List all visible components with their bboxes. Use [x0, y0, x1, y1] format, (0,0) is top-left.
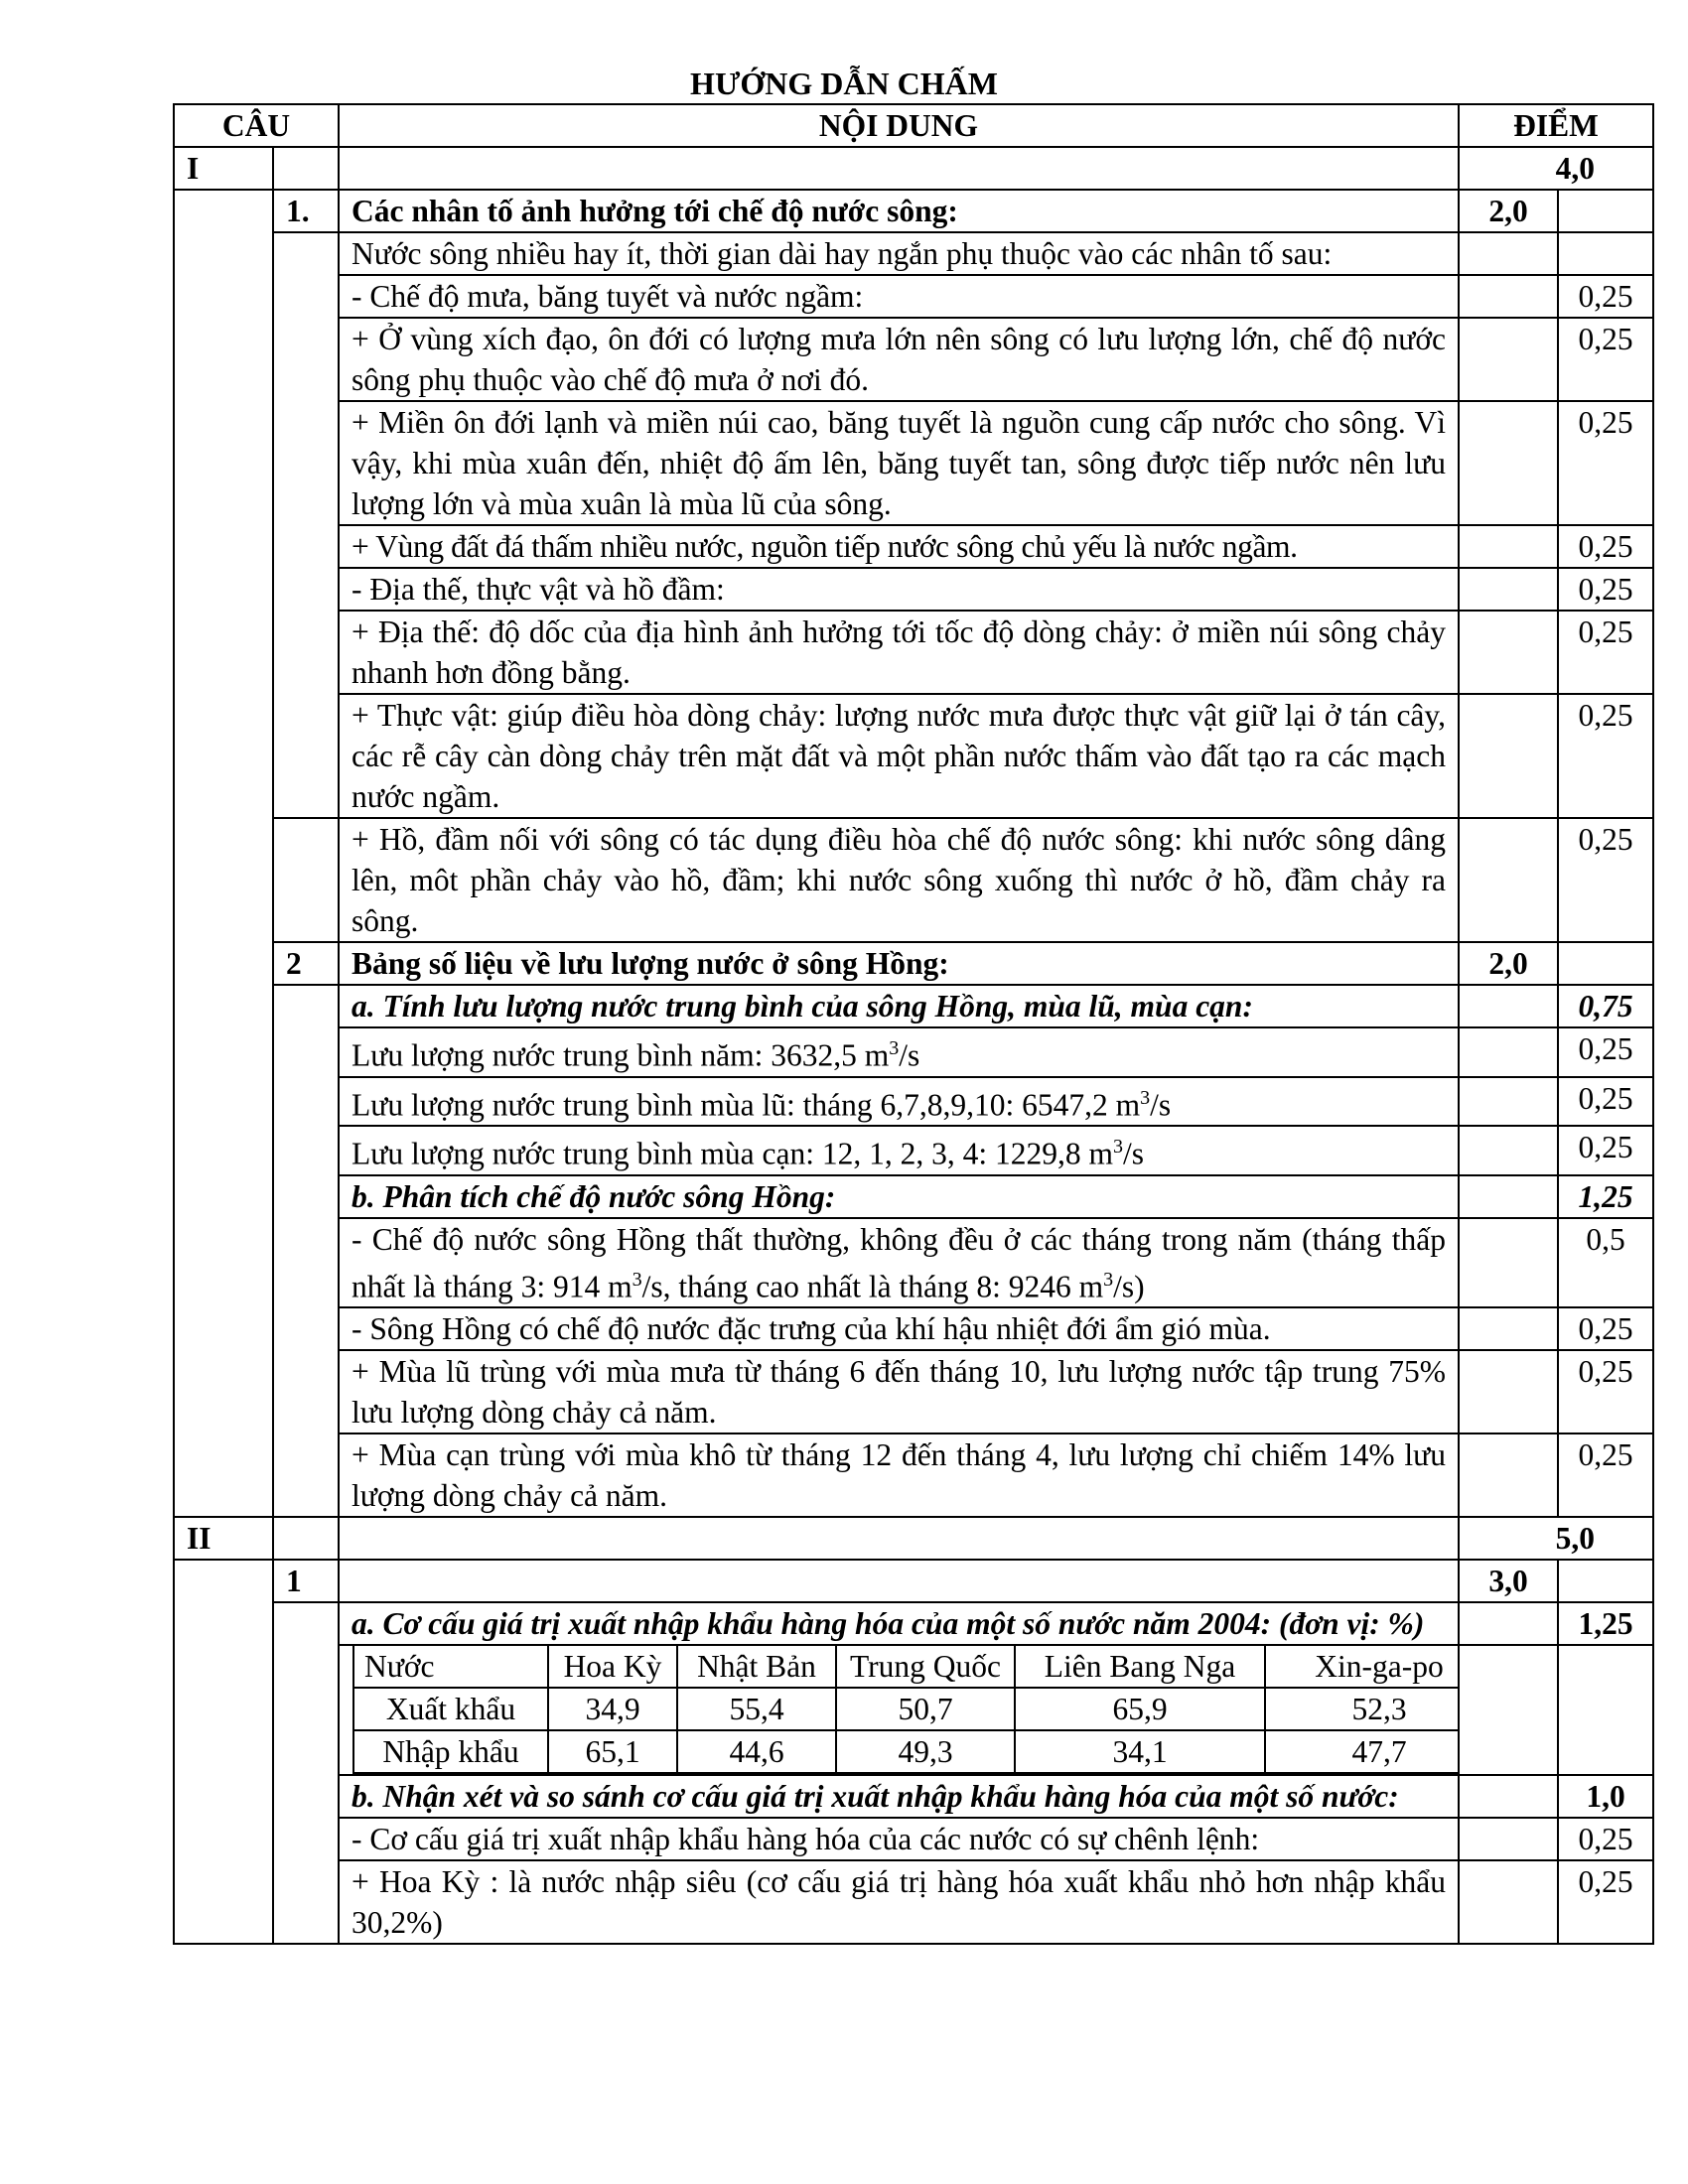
grading-table	[173, 103, 1654, 1518]
list-item	[174, 1126, 1653, 1175]
table-row	[353, 1688, 1459, 1730]
table-cell: Xuất khẩu	[353, 1688, 548, 1730]
part1-q2-score: 2,0	[1459, 942, 1558, 985]
points: 0,25	[1558, 1350, 1653, 1433]
content-text: Nước sông nhiều hay ít, thời gian dài hay ngắn phụ thuộc vào các nhân tố sau:	[339, 232, 1459, 275]
content-text: + Hồ, đầm nối với sông có tác dụng điều hòa chế độ nước sông: khi nước sông dâng lên, môt phần chảy vào hồ, đầm; khi nước sông xuống thì nước ở hồ, đầm chảy ra sông.	[339, 818, 1459, 942]
country-table-row	[174, 1645, 1653, 1775]
points: 0,25	[1558, 818, 1653, 942]
part2-q1-score: 3,0	[1459, 1560, 1558, 1602]
table-cell: 34,9	[548, 1688, 677, 1730]
table-header-cell: Hoa Kỳ	[548, 1646, 677, 1688]
content-text: - Cơ cấu giá trị xuất nhập khẩu hàng hóa của các nước có sự chênh lệnh:	[339, 1818, 1459, 1860]
part2-q1b-pts: 1,0	[1558, 1775, 1653, 1818]
content-text: + Hoa Kỳ : là nước nhập siêu (cơ cấu giá trị hàng hóa xuất khẩu nhỏ hơn nhập khẩu 30,2%)	[339, 1860, 1459, 1944]
table-cell: Nhập khẩu	[353, 1730, 548, 1773]
points: 0,5	[1558, 1218, 1653, 1308]
points: 0,25	[1558, 318, 1653, 401]
part1-q1-heading-row	[174, 190, 1653, 232]
list-item	[174, 1818, 1653, 1860]
table-cell: 49,3	[836, 1730, 1015, 1773]
part1-q1-score: 2,0	[1459, 190, 1558, 232]
part2-label: II	[174, 1517, 273, 1560]
list-item	[174, 318, 1653, 401]
content-text: - Chế độ nước sông Hồng thất thường, không đều ở các tháng trong năm (tháng thấp nhất là tháng 3: 914 $m^3/s$, tháng cao nhất là tháng 8: 9246 $m^3/s$)	[339, 1218, 1459, 1308]
list-item	[174, 232, 1653, 275]
list-item	[174, 694, 1653, 818]
points: 0,25	[1558, 611, 1653, 694]
header-diem: ĐIỂM	[1459, 104, 1653, 147]
part1-label: I	[174, 147, 273, 190]
content-text: - Chế độ mưa, băng tuyết và nước ngầm:	[339, 275, 1459, 318]
points: 0,25	[1558, 1818, 1653, 1860]
points: 0,25	[1558, 525, 1653, 568]
part2-row	[174, 1517, 1653, 1560]
list-item	[174, 401, 1653, 525]
points: 0,25	[1558, 568, 1653, 611]
table-row	[353, 1730, 1459, 1773]
points: 0,25	[1558, 1860, 1653, 1944]
list-item	[174, 1860, 1653, 1944]
list-item	[174, 1350, 1653, 1433]
list-item	[174, 1077, 1653, 1127]
table-header-cell: Xin-ga-po	[1265, 1646, 1459, 1688]
list-item	[174, 818, 1653, 942]
part1-q2a-heading: a. Tính lưu lượng nước trung bình của sông Hồng, mùa lũ, mùa cạn:	[339, 985, 1459, 1027]
part1-q2a-heading-row	[174, 985, 1653, 1027]
part2-q1a-pts: 1,25	[1558, 1602, 1653, 1645]
content-text: + Thực vật: giúp điều hòa dòng chảy: lượng nước mưa được thực vật giữ lại ở tán cây, các rễ cây càn dòng chảy trên mặt đất và một phần nước thấm vào đất tạo ra các mạch nước ngầm.	[339, 694, 1459, 818]
content-text: - Sông Hồng có chế độ nước đặc trưng của khí hậu nhiệt đới ẩm gió mùa.	[339, 1307, 1459, 1350]
table-cell: 44,6	[677, 1730, 836, 1773]
part1-q1-heading: Các nhân tố ảnh hưởng tới chế độ nước sông:	[339, 190, 1459, 232]
part2-q1a-heading: a. Cơ cấu giá trị xuất nhập khẩu hàng hóa của một số nước năm 2004: (đơn vị: %)	[339, 1602, 1459, 1645]
points: 0,25	[1558, 1027, 1653, 1077]
table-cell: 65,1	[548, 1730, 677, 1773]
part2-q1b-heading-row	[174, 1775, 1653, 1818]
table-cell: 65,9	[1015, 1688, 1265, 1730]
table-cell: 47,7	[1265, 1730, 1459, 1773]
header-cau: CÂU	[174, 104, 339, 147]
points: 0,25	[1558, 1307, 1653, 1350]
points: 0,25	[1558, 1433, 1653, 1517]
content-text: - Địa thế, thực vật và hồ đầm:	[339, 568, 1459, 611]
table-row	[353, 1646, 1459, 1688]
list-item	[174, 611, 1653, 694]
list-item	[174, 1433, 1653, 1517]
list-item	[174, 1218, 1653, 1308]
part1-q2a-pts: 0,75	[1558, 985, 1653, 1027]
content-text: + Vùng đất đá thấm nhiều nước, nguồn tiếp nước sông chủ yếu là nước ngầm.	[339, 525, 1459, 568]
table-cell: 34,1	[1015, 1730, 1265, 1773]
part2-total: 5,0	[1459, 1517, 1653, 1560]
part1-q2-heading: Bảng số liệu về lưu lượng nước ở sông Hồng:	[339, 942, 1459, 985]
part1-q2b-heading-row	[174, 1175, 1653, 1218]
part1-total: 4,0	[1459, 147, 1653, 190]
table-header-cell: Trung Quốc	[836, 1646, 1015, 1688]
content-text: Lưu lượng nước trung bình năm: 3632,5 $m^3/s$	[339, 1027, 1459, 1077]
page-title: HƯỚNG DẪN CHẤM	[690, 66, 998, 101]
part2-q1-heading-row	[174, 1560, 1653, 1602]
list-item	[174, 525, 1653, 568]
table-cell: 52,3	[1265, 1688, 1459, 1730]
grading-table-part2	[173, 1516, 1654, 1945]
content-text: + Ở vùng xích đạo, ôn đới có lượng mưa lớn nên sông có lưu lượng lớn, chế độ nước sông phụ thuộc vào chế độ mưa ở nơi đó.	[339, 318, 1459, 401]
content-text: Lưu lượng nước trung bình mùa cạn: 12, 1, 2, 3, 4: 1229,8 $m^3/s$	[339, 1126, 1459, 1175]
country-trade-table	[352, 1646, 1459, 1774]
part1-row	[174, 147, 1653, 190]
list-item	[174, 568, 1653, 611]
part2-q1-num: 1	[273, 1560, 339, 1602]
points: 0,25	[1558, 1077, 1653, 1127]
table-header-cell: Nước	[353, 1646, 548, 1688]
part1-q2-heading-row	[174, 942, 1653, 985]
points: 0,25	[1558, 275, 1653, 318]
list-item	[174, 275, 1653, 318]
header-noi-dung: NỘI DUNG	[339, 104, 1459, 147]
part1-q2b-heading: b. Phân tích chế độ nước sông Hồng:	[339, 1175, 1459, 1218]
list-item	[174, 1307, 1653, 1350]
list-item	[174, 1027, 1653, 1077]
points: 0,25	[1558, 401, 1653, 525]
table-header-cell: Liên Bang Nga	[1015, 1646, 1265, 1688]
table-cell: 55,4	[677, 1688, 836, 1730]
content-text: + Miền ôn đới lạnh và miền núi cao, băng tuyết là nguồn cung cấp nước cho sông. Vì vậy, khi mùa xuân đến, nhiệt độ ấm lên, băng tuyết tan, sông được tiếp nước nên lưu lượng lớn và mùa xuân là mùa lũ của sông.	[339, 401, 1459, 525]
part2-q1a-heading-row	[174, 1602, 1653, 1645]
table-header-cell: Nhật Bản	[677, 1646, 836, 1688]
content-text: Lưu lượng nước trung bình mùa lũ: tháng 6,7,8,9,10: 6547,2 $m^3/s$	[339, 1077, 1459, 1127]
table-header-row	[174, 104, 1653, 147]
part2-q1b-heading: b. Nhận xét và so sánh cơ cấu giá trị xuất nhập khẩu hàng hóa của một số nước:	[339, 1775, 1459, 1818]
part1-q1-num: 1.	[273, 190, 339, 232]
points	[1558, 232, 1653, 275]
points: 0,25	[1558, 694, 1653, 818]
points: 0,25	[1558, 1126, 1653, 1175]
part1-q2-num: 2	[273, 942, 339, 985]
content-text: + Địa thế: độ dốc của địa hình ảnh hưởng tới tốc độ dòng chảy: ở miền núi sông chảy nhanh hơn đồng bằng.	[339, 611, 1459, 694]
table-cell: 50,7	[836, 1688, 1015, 1730]
content-text: + Mùa cạn trùng với mùa khô từ tháng 12 đến tháng 4, lưu lượng chỉ chiếm 14% lưu lượng dòng chảy cả năm.	[339, 1433, 1459, 1517]
content-text: + Mùa lũ trùng với mùa mưa từ tháng 6 đến tháng 10, lưu lượng nước tập trung 75% lưu lượng dòng chảy cả năm.	[339, 1350, 1459, 1433]
part1-q2b-pts: 1,25	[1558, 1175, 1653, 1218]
